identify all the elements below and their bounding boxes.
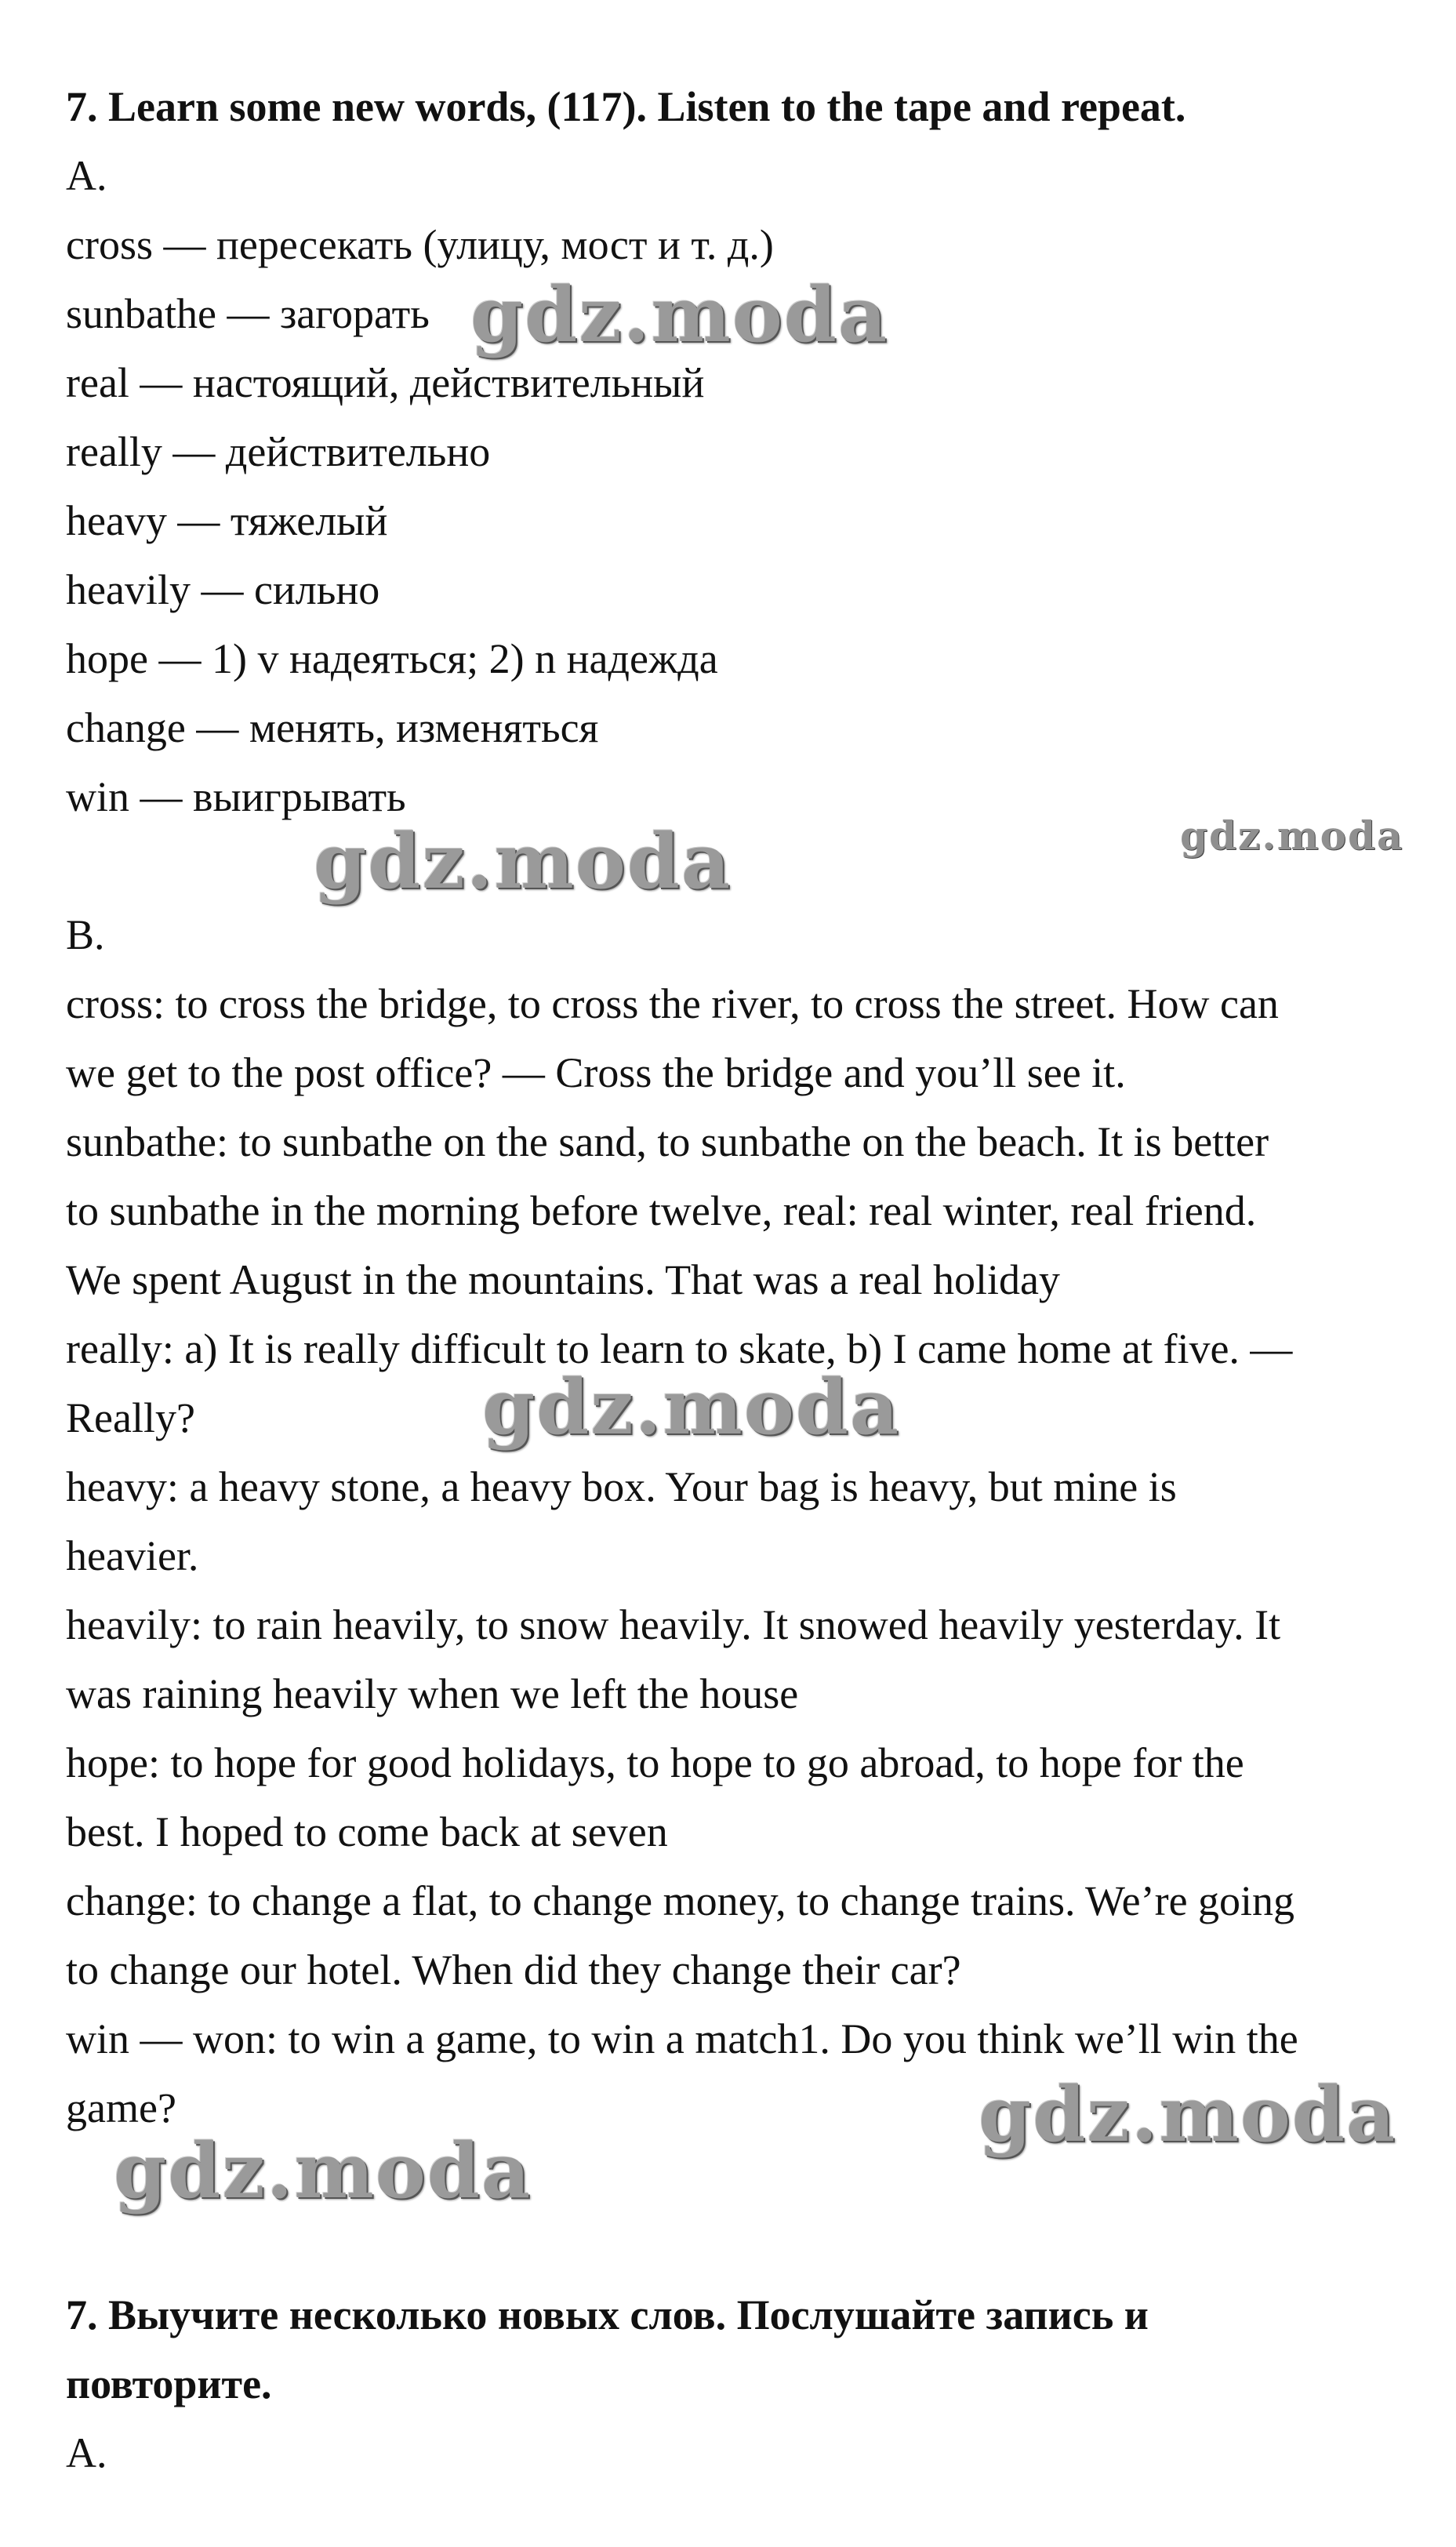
watermark-logo: gdz.moda — [979, 2070, 1397, 2159]
exercise-heading-ru-line1: 7. Выучите несколько новых слов. Послушайте запись и — [66, 2291, 1149, 2338]
watermark-logo: gdz.moda — [314, 817, 732, 906]
example-line: to sunbathe in the morning before twelve, real: real winter, real friend. — [66, 1187, 1257, 1234]
example-line: Really? — [66, 1394, 195, 1441]
example-line: cross: to cross the bridge, to cross the river, to cross the street. How can — [66, 980, 1279, 1027]
vocab-item: win — выигрывать — [66, 773, 406, 820]
vocabulary-list — [66, 210, 1414, 831]
example-line: sunbathe: to sunbathe on the sand, to sunbathe on the beach. It is better — [66, 1118, 1269, 1165]
watermark-logo: gdz.moda — [482, 1363, 901, 1452]
example-line: We spent August in the mountains. That was a real holiday — [66, 1256, 1060, 1303]
watermark-logo: gdz.moda — [1180, 812, 1404, 859]
part-a-label-ru: А. — [66, 2429, 107, 2476]
example-line: best. I hoped to come back at seven — [66, 1808, 668, 1855]
vocab-item: sunbathe — загорать — [66, 290, 430, 337]
vocab-item: real — настоящий, действительный — [66, 359, 705, 406]
example-line: to change our hotel. When did they change their car? — [66, 1946, 961, 1993]
vocab-item: really — действительно — [66, 428, 491, 475]
example-line: heavier. — [66, 1532, 199, 1579]
spacer-line — [66, 831, 1414, 900]
spacer-line — [66, 2142, 1414, 2211]
document-page — [66, 72, 1414, 2487]
example-line: change: to change a flat, to change money, to change trains. We’re going — [66, 1877, 1295, 1924]
example-line: was raining heavily when we left the house — [66, 1670, 799, 1717]
part-a-label: A. — [66, 152, 107, 199]
exercise-heading-en: 7. Learn some new words, (117). Listen to the tape and repeat. — [66, 83, 1186, 130]
example-line: really: a) It is really difficult to learn to skate, b) I came home at five. — — [66, 1325, 1293, 1372]
example-line: we get to the post office? — Cross the bridge and you’ll see it. — [66, 1049, 1126, 1096]
spacer-line — [66, 2211, 1414, 2280]
example-line: win — won: to win a game, to win a match1. Do you think we’ll win the — [66, 2015, 1298, 2062]
watermark-logo: gdz.moda — [470, 271, 889, 359]
vocab-item: hope — 1) v надеяться; 2) n надежда — [66, 635, 718, 682]
exercise-heading-ru-line2: повторите. — [66, 2360, 272, 2407]
example-line: hope: to hope for good holidays, to hope to go abroad, to hope for the — [66, 1739, 1244, 1786]
vocab-item: heavily — сильно — [66, 566, 380, 613]
vocab-item: cross — пересекать (улицу, мост и т. д.) — [66, 221, 774, 268]
example-line: game? — [66, 2084, 176, 2131]
vocab-item: heavy — тяжелый — [66, 497, 388, 544]
example-line: heavy: a heavy stone, a heavy box. Your bag is heavy, but mine is — [66, 1463, 1177, 1510]
watermark-logo: gdz.moda — [114, 2127, 532, 2215]
example-line: heavily: to rain heavily, to snow heavily. It snowed heavily yesterday. It — [66, 1601, 1281, 1648]
part-b-label: B. — [66, 911, 105, 958]
vocab-item: change — менять, изменяться — [66, 704, 599, 751]
examples-block — [66, 969, 1414, 2142]
